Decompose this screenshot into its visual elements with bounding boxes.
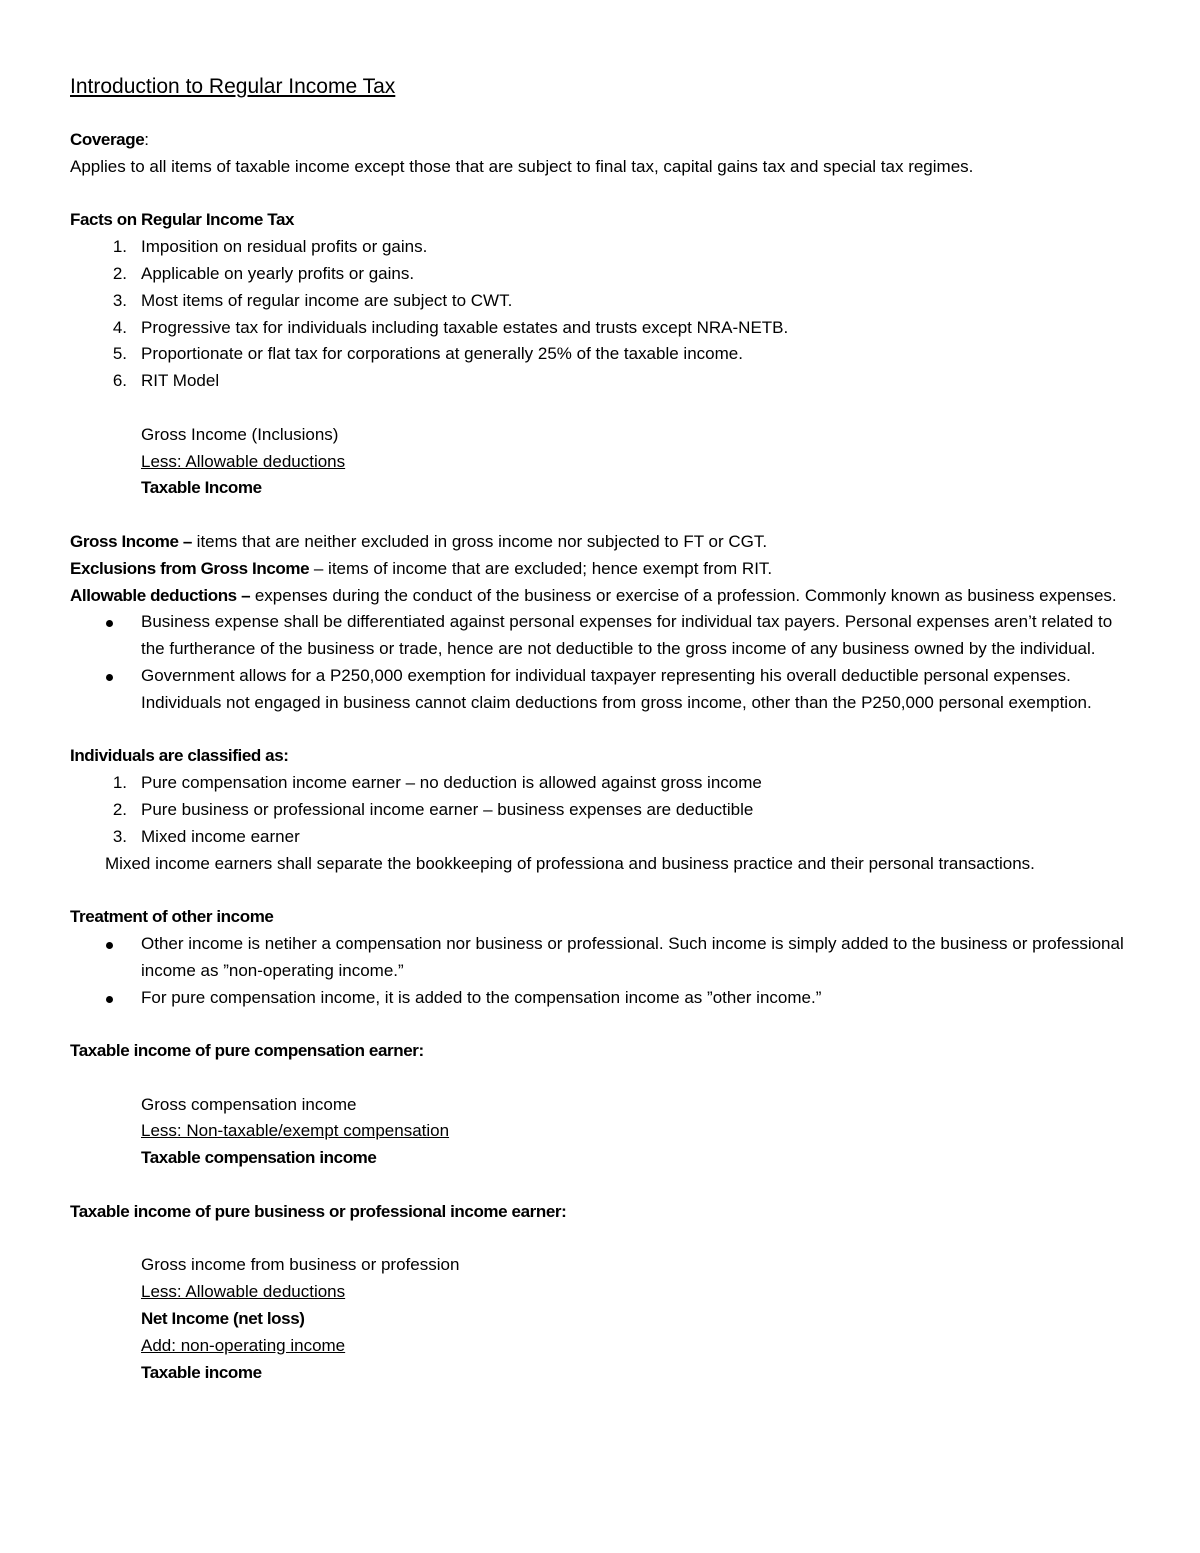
bullet-icon bbox=[106, 620, 113, 627]
less-nontaxable-line: Less: Non-taxable/exempt compensation bbox=[141, 1121, 450, 1141]
rit-taxable-income: Taxable Income bbox=[141, 478, 262, 498]
other-income-bullets bbox=[70, 931, 1130, 1011]
coverage-colon: : bbox=[144, 130, 150, 149]
taxable-income-line: Taxable income bbox=[141, 1362, 262, 1382]
list-number: 4. bbox=[112, 317, 127, 337]
list-item bbox=[70, 288, 1130, 315]
list-text: Progressive tax for individuals including taxable estates and trusts except NRA-NETB. bbox=[141, 317, 789, 337]
deductions-term: Allowable deductions – bbox=[70, 585, 251, 605]
pure-business-heading: Taxable income of pure business or professional income earner: bbox=[70, 1201, 567, 1221]
gross-business-income-line: Gross income from business or profession bbox=[141, 1255, 460, 1275]
less-deductions-line: Less: Allowable deductions bbox=[141, 1282, 346, 1302]
pure-business-model bbox=[70, 1252, 1130, 1386]
gross-income-definition bbox=[70, 529, 1130, 556]
net-income-line: Net Income (net loss) bbox=[141, 1309, 305, 1329]
list-number: 2. bbox=[112, 799, 127, 819]
list-text: For pure compensation income, it is added to the compensation income as ”other income.” bbox=[141, 987, 822, 1007]
list-item bbox=[70, 770, 1130, 797]
list-item bbox=[70, 824, 1130, 851]
list-text: Proportionate or flat tax for corporations at generally 25% of the taxable income. bbox=[141, 344, 743, 364]
rit-gross-income: Gross Income (Inclusions) bbox=[141, 424, 339, 444]
list-text: Business expense shall be differentiated against personal expenses for individual tax payers. Personal expenses aren’t related to the furtherance of the business or trade, hence are not deductible to the gross income of any business owned by the individual. bbox=[141, 612, 1113, 659]
list-number: 5. bbox=[112, 344, 127, 364]
individuals-list bbox=[70, 770, 1130, 850]
list-item bbox=[70, 985, 1130, 1012]
list-text: Other income is netiher a compensation nor business or professional. Such income is simply added to the business or professional income as ”non-operating income.” bbox=[141, 933, 1124, 980]
list-number: 1. bbox=[112, 773, 127, 793]
list-text: Imposition on residual profits or gains. bbox=[141, 237, 428, 257]
facts-list bbox=[70, 234, 1130, 395]
bullet-icon bbox=[106, 996, 113, 1003]
list-text: Applicable on yearly profits or gains. bbox=[141, 263, 415, 283]
list-text: Mixed income earner bbox=[141, 826, 300, 846]
list-item bbox=[70, 315, 1130, 342]
exclusions-definition bbox=[70, 556, 1130, 583]
list-text: RIT Model bbox=[141, 371, 220, 391]
coverage-heading-line bbox=[70, 127, 1130, 154]
coverage-text: Applies to all items of taxable income except those that are subject to final tax, capital gains tax and special tax regimes. bbox=[70, 156, 974, 176]
exclusions-text: – items of income that are excluded; hence exempt from RIT. bbox=[309, 558, 773, 578]
deductions-definition bbox=[70, 583, 1130, 610]
gross-compensation-line: Gross compensation income bbox=[141, 1094, 357, 1114]
list-item bbox=[70, 341, 1130, 368]
exclusions-term: Exclusions from Gross Income bbox=[70, 558, 310, 578]
list-item bbox=[70, 609, 1130, 663]
list-item bbox=[70, 663, 1130, 717]
deductions-bullets bbox=[70, 609, 1130, 716]
facts-heading: Facts on Regular Income Tax bbox=[70, 210, 295, 230]
list-number: 3. bbox=[112, 826, 127, 846]
list-item bbox=[70, 797, 1130, 824]
add-nonoperating-line: Add: non-operating income bbox=[141, 1335, 346, 1355]
list-number: 2. bbox=[112, 263, 127, 283]
mixed-income-note: Mixed income earners shall separate the bookkeeping of professiona and business practice and their personal transactions. bbox=[105, 853, 1035, 873]
list-item bbox=[70, 368, 1130, 395]
list-item bbox=[70, 234, 1130, 261]
bullet-icon bbox=[106, 674, 113, 681]
list-number: 3. bbox=[112, 290, 127, 310]
coverage-heading: Coverage bbox=[70, 130, 145, 149]
list-number: 6. bbox=[112, 371, 127, 391]
deductions-text: expenses during the conduct of the business or exercise of a profession. Commonly known as business expenses. bbox=[250, 585, 1117, 605]
pure-comp-heading: Taxable income of pure compensation earner: bbox=[70, 1041, 424, 1061]
individuals-heading: Individuals are classified as: bbox=[70, 746, 289, 766]
pure-comp-model bbox=[70, 1092, 1130, 1172]
gross-income-term: Gross Income – bbox=[70, 531, 192, 551]
list-item bbox=[70, 261, 1130, 288]
bullet-icon bbox=[106, 942, 113, 949]
list-text: Government allows for a P250,000 exemption for individual taxpayer representing his overall deductible personal expenses. Individuals not engaged in business cannot claim deductions from gross income, other than the P250,000 personal exemption. bbox=[141, 665, 1092, 712]
rit-less-deductions: Less: Allowable deductions bbox=[141, 451, 346, 471]
list-text: Pure business or professional income earner – business expenses are deductible bbox=[141, 799, 754, 819]
list-item bbox=[70, 931, 1130, 985]
rit-model bbox=[70, 422, 1130, 502]
taxable-compensation-line: Taxable compensation income bbox=[141, 1148, 377, 1168]
list-text: Most items of regular income are subject to CWT. bbox=[141, 290, 513, 310]
list-text: Pure compensation income earner – no deduction is allowed against gross income bbox=[141, 773, 762, 793]
gross-income-text: items that are neither excluded in gross income nor subjected to FT or CGT. bbox=[191, 531, 768, 551]
list-number: 1. bbox=[112, 237, 127, 257]
other-income-heading: Treatment of other income bbox=[70, 907, 274, 927]
page-title: Introduction to Regular Income Tax bbox=[70, 75, 396, 98]
